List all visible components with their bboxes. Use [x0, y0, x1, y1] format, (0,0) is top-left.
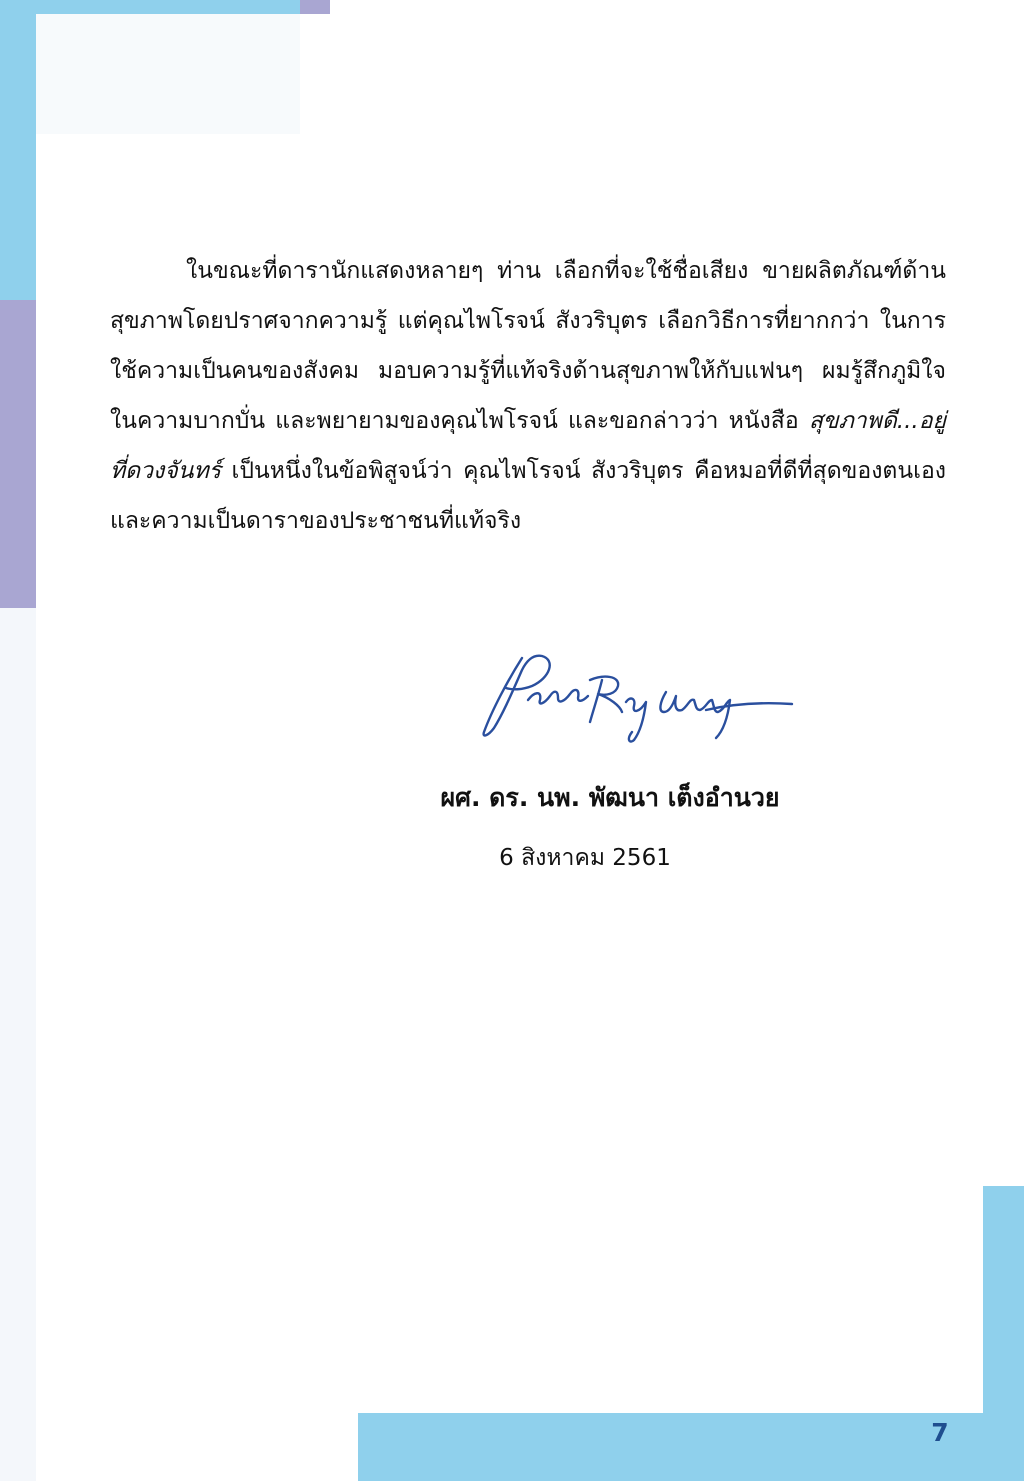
- body-paragraph: [110, 246, 946, 546]
- body-text-part-1: ในขณะที่ดารานักแสดงหลายๆ ท่าน เลือกที่จะใช้ชื่อเสียง ขายผลิตภัณฑ์ด้านสุขภาพโดยปราศจากความรู้ แต่คุณไพโรจน์ สังวริบุตร เลือกวิธีการที่ยากกว่า ในการใช้ความเป็นคนของสังคม มอบความรู้ที่แท้จริงด้านสุขภาพให้กับแฟนๆ ผมรู้สึกภูมิใจในความบากบั่น และพยายามของคุณไพโรจน์ และขอกล่าวว่า หนังสือ: [110, 258, 946, 434]
- top-blue-strip: [0, 0, 300, 14]
- page-number: 7: [931, 1418, 949, 1447]
- body-text-part-2: เป็นหนึ่งในข้อพิสูจน์ว่า คุณไพโรจน์ สังวริบุตร คือหมอที่ดีที่สุดของตนเอง และความเป็นดาราของประชาชนที่แท้จริง: [110, 458, 946, 534]
- book-title: สุขภาพดี...อยู่ที่ดวงจันทร์: [110, 408, 946, 484]
- signature-date: 6 สิงหาคม 2561: [499, 845, 671, 871]
- left-purple-bar: [0, 300, 36, 608]
- handwritten-signature: [470, 640, 800, 750]
- left-pale-bar: [0, 608, 36, 1481]
- left-blue-bar: [0, 14, 36, 304]
- top-purple-block: [300, 0, 330, 14]
- top-pale-block: [36, 14, 300, 134]
- signer-name: ผศ. ดร. นพ. พัฒนา เต็งอำนวย: [440, 783, 780, 812]
